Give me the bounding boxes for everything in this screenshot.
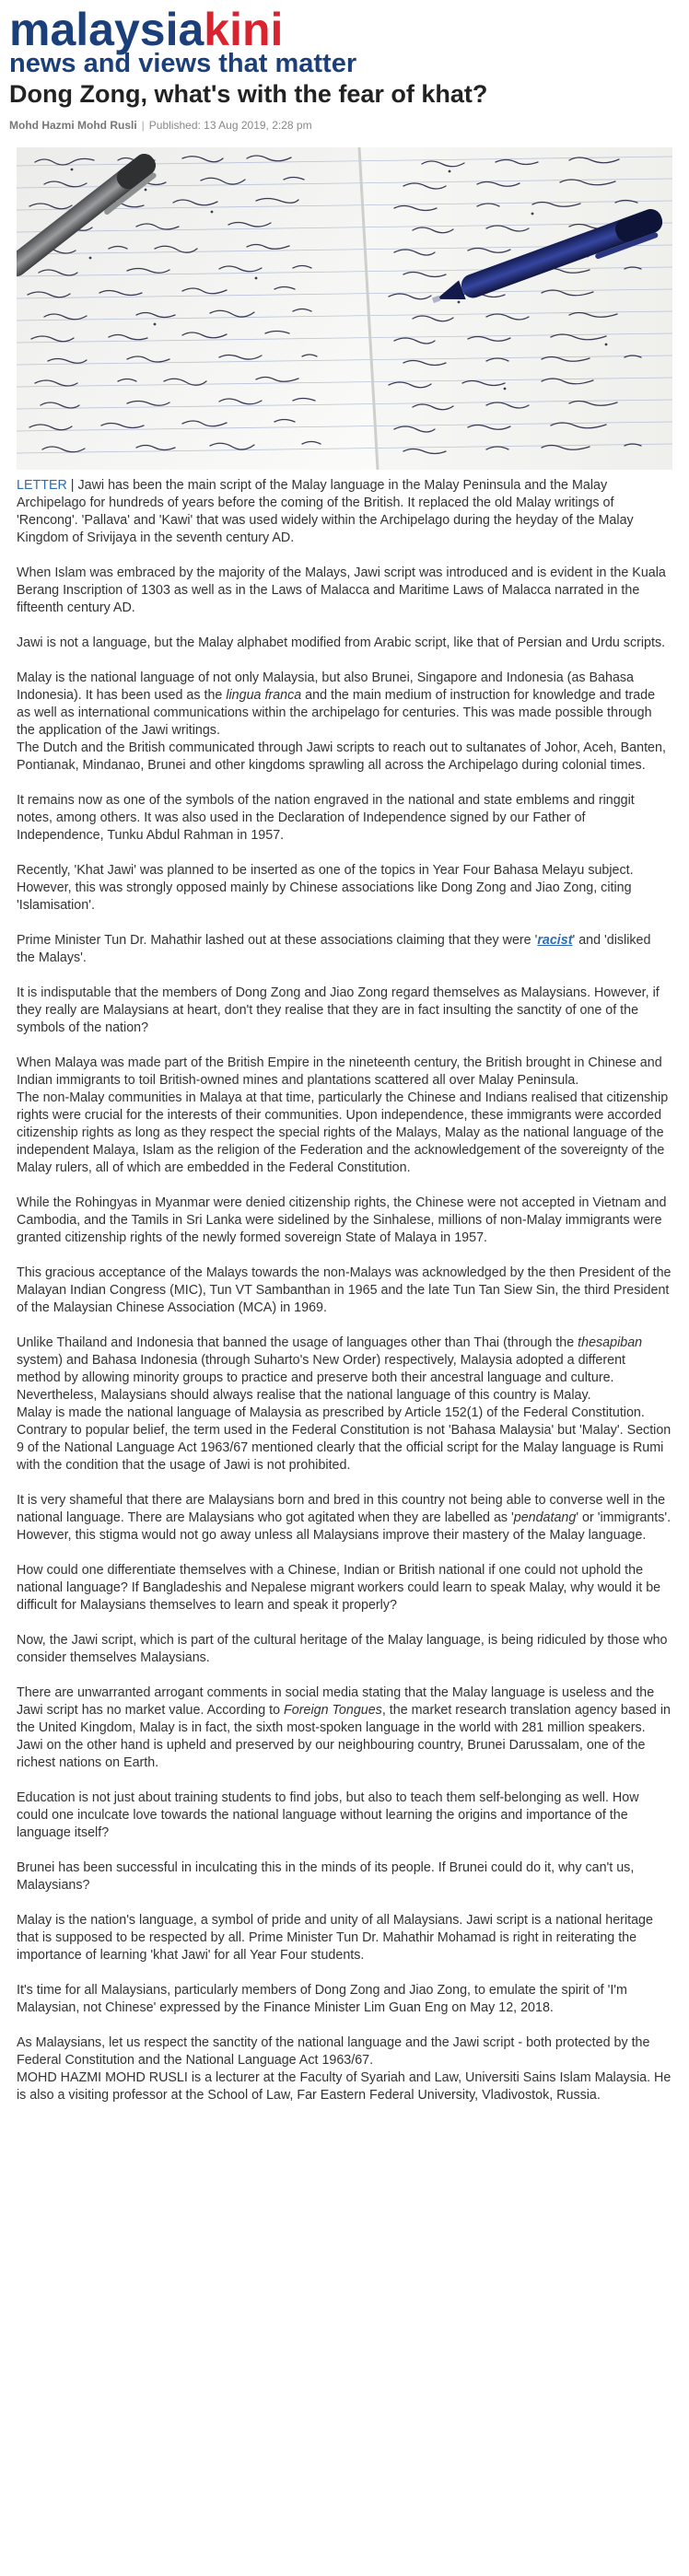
emphasis: pendatang <box>513 1510 577 1525</box>
paragraph: As Malaysians, let us respect the sanctity of the national language and the Jawi script - both protected by the Federal Constitution and the National Language Act 1963/67. <box>17 2035 650 2068</box>
author-bio: MOHD HAZMI MOHD RUSLI is a lecturer at the Faculty of Syariah and Law, Universiti Sains Islam Malaysia. He is also a visiting professor at the School of Law, Far Eastern Federal University, Vladivostok, Russia. <box>17 2070 671 2103</box>
paragraph: Unlike Thailand and Indonesia that banned the usage of languages other than Thai (through the thesapiban system) and Bahasa Indonesia (through Suharto's New Order) respectively, Malaysia adopted a different method by allowing minority groups to practice and preserve both their ancestral language and culture. Nevertheless, Malaysians should always realise that the national language of this country is Malay. <box>17 1335 643 1403</box>
site-tagline: news and views that matter <box>9 49 357 78</box>
paragraph: It remains now as one of the symbols of the nation engraved in the national and state emblems and ringgit notes, among others. It was also used in the Declaration of Independence signed by our Father of Independence, Tunku Abdul Rahman in 1957. <box>17 793 635 843</box>
paragraph: Jawi on the other hand is upheld and preserved by our neighbouring country, Brunei Darussalam, one of the richest nations on Earth. <box>17 1738 646 1770</box>
paragraph: Malay is made the national language of Malaysia as prescribed by Article 152(1) of the Federal Constitution. Contrary to popular belief, the term used in the Federal Constitution is not 'Bahasa Malaysia' but 'Malay'. Section 9 of the National Language Act 1963/67 mentioned clearly that the official script for the Malay language is Rumi with the condition that the usage of Jawi is not prohibited. <box>17 1405 671 1473</box>
racist-link[interactable]: racist <box>537 933 573 948</box>
byline <box>9 118 682 133</box>
masthead[interactable] <box>9 6 356 77</box>
emphasis: lingua franca <box>226 688 302 703</box>
paragraph: Prime Minister Tun Dr. Mahathir lashed out at these associations claiming that they were 'racist' and 'disliked the Malays'. <box>17 933 651 965</box>
paragraph: The non-Malay communities in Malaya at that time, particularly the Chinese and Indians realised that citizenship rights were crucial for the interests of their communities. Upon independence, these immigrants were accorded citizenship rights as long as they respect the special rights of the Malays, Malay as the national language of the independent Malaya, Islam as the religion of the Federation and the acknowledgement of the sovereignty of the Malay rulers, all of which are embedded in the Federal Constitution. <box>17 1090 669 1175</box>
paragraph: The Dutch and the British communicated through Jawi scripts to reach out to sultanates of Johor, Aceh, Banten, Pontianak, Mindanao, Brunei and other kingdoms sprawling all across the Archipelago during colonial times. <box>17 740 666 773</box>
byline-separator: | <box>141 119 145 132</box>
hero-image <box>17 147 672 470</box>
tag-separator: | <box>66 478 78 493</box>
paragraph: Malay is the national language of not only Malaysia, but also Brunei, Singapore and Indonesia (as Bahasa Indonesia). It has been used as the lingua franca and the main medium of instruction for knowledge and trade as well as international communications within the archipelago for centuries. This was made possible through the application of the Jawi writings. <box>17 670 656 738</box>
publish-date: Published: 13 Aug 2019, 2:28 pm <box>148 119 312 132</box>
paragraph: It is very shameful that there are Malaysians born and bred in this country not being able to converse well in the national language. There are Malaysians who got agitated when they are labelled as 'pendatang' or 'immigrants'. However, this stigma would not go away unless all Malaysians improve their mastery of the Malay language. <box>17 1493 671 1543</box>
article-title: Dong Zong, what's with the fear of khat? <box>9 80 488 108</box>
paragraph: How could one differentiate themselves with a Chinese, Indian or British national if one could not uphold the national language? If Bangladeshis and Nepalese migrant workers could learn to speak Malay, why would it be difficult for Malaysians themselves to learn and speak it properly? <box>17 1563 661 1613</box>
site-logo[interactable] <box>9 6 356 53</box>
logo-malaysia: malaysia <box>9 4 204 55</box>
paragraph: Malay is the nation's language, a symbol of pride and unity of all Malaysians. Jawi script is a national heritage that is supposed to be respected by all. Prime Minister Tun Dr. Mahathir Mohamad is right in reiterating the importance of learning 'khat Jawi' for all Year Four students. <box>17 1913 653 1963</box>
paragraph: Jawi is not a language, but the Malay alphabet modified from Arabic script, like that of Persian and Urdu scripts. <box>17 635 666 650</box>
paragraph: While the Rohingyas in Myanmar were denied citizenship rights, the Chinese were not accepted in Vietnam and Cambodia, and the Tamils in Sri Lanka were sidelined by the Sinhalese, millions of non-Malay immigrants were granted citizenship rights of the newly formed sovereign State of Malaya in 1957. <box>17 1195 667 1245</box>
emphasis: Foreign Tongues <box>284 1703 382 1718</box>
paragraph: This gracious acceptance of the Malays towards the non-Malays was acknowledged by the then President of the Malayan Indian Congress (MIC), Tun VT Sambanthan in 1965 and the late Tun Tan Siew Sin, the third President of the Malaysian Chinese Association (MCA) in 1969. <box>17 1265 671 1315</box>
logo-kini: kini <box>204 4 284 55</box>
emphasis: thesapiban <box>578 1335 643 1350</box>
paragraph: Recently, 'Khat Jawi' was planned to be inserted as one of the topics in Year Four Bahasa Melayu subject. However, this was strongly opposed mainly by Chinese associations like Dong Zong and Jiao Zong, citing 'Islamisation'. <box>17 863 634 913</box>
hero-photo <box>17 147 672 470</box>
paragraph: LETTER | Jawi has been the main script of the Malay language in the Malay Peninsula and the Malay Archipelago for hundreds of years before the coming of the British. It replaced the old Malay writings of 'Rencong'. 'Pallava' and 'Kawi' that was used widely within the Archipelago during the heyday of the Malay Kingdom of Srivijaya in the seventh century AD. <box>17 478 634 545</box>
author-name[interactable]: Mohd Hazmi Mohd Rusli <box>9 119 137 132</box>
paragraph: It's time for all Malaysians, particularly members of Dong Zong and Jiao Zong, to emulate the spirit of 'I'm Malaysian, not Chinese' expressed by the Finance Minister Lim Guan Eng on May 12, 2018. <box>17 1983 627 2015</box>
paragraph: There are unwarranted arrogant comments in social media stating that the Malay language is useless and the Jawi script has no market value. According to Foreign Tongues, the market research translation agency based in the United Kingdom, Malay is in fact, the sixth most-spoken language in the world with 281 million speakers. <box>17 1685 671 1735</box>
article-body <box>17 477 672 2122</box>
paragraph: Now, the Jawi script, which is part of the cultural heritage of the Malay language, is being ridiculed by those who consider themselves Malaysians. <box>17 1633 668 1665</box>
paragraph: Education is not just about training students to find jobs, but also to teach them self-belonging as well. How could one inculcate love towards the national language without learning the origins and importance of the language itself? <box>17 1790 639 1840</box>
paragraph: When Malaya was made part of the British Empire in the nineteenth century, the British brought in Chinese and Indian immigrants to toil British-owned mines and plantations scattered all over Malay Peninsula. <box>17 1055 662 1088</box>
section-tag[interactable]: LETTER <box>17 478 67 493</box>
paragraph: Brunei has been successful in inculcating this in the minds of its people. If Brunei could do it, why can't us, Malaysians? <box>17 1860 635 1893</box>
paragraph: It is indisputable that the members of Dong Zong and Jiao Zong regard themselves as Malaysians. However, if they really are Malaysians at heart, don't they realise that they are in fact insulting the sanctity of one of the symbols of the nation? <box>17 985 660 1035</box>
paragraph: When Islam was embraced by the majority of the Malays, Jawi script was introduced and is evident in the Kuala Berang Inscription of 1303 as well as in the Laws of Malacca and Maritime Laws of Malacca narrated in the fifteenth century AD. <box>17 565 666 615</box>
